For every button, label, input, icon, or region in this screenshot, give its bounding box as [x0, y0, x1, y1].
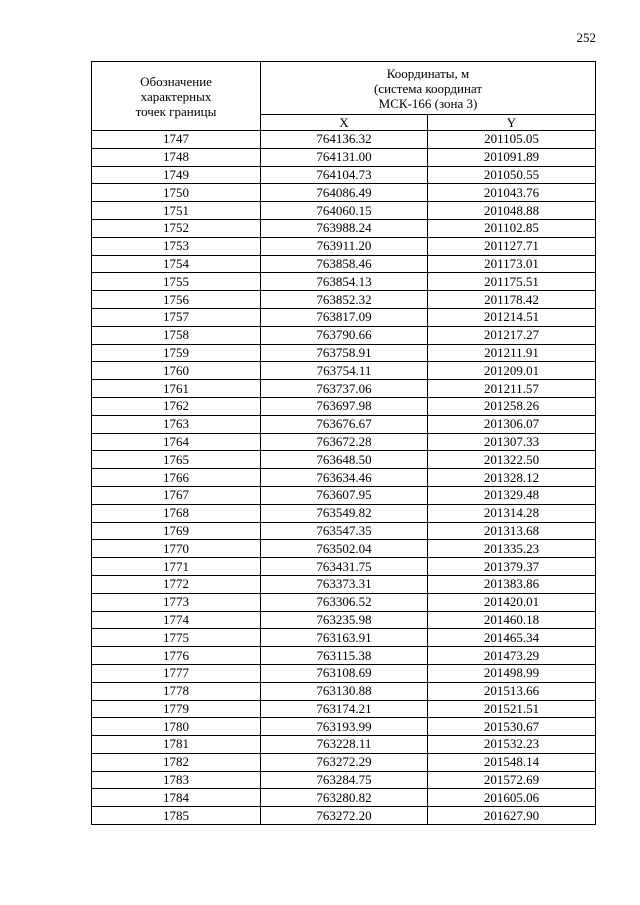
- table-row: [92, 415, 596, 433]
- x-coordinate-cell: 763115.38: [261, 647, 428, 665]
- point-cell: 1755: [92, 273, 261, 291]
- table-row: [92, 469, 596, 487]
- x-coordinate-cell: 763672.28: [261, 433, 428, 451]
- y-column-header: Y: [428, 115, 596, 131]
- x-coordinate-cell: 763817.09: [261, 308, 428, 326]
- x-coordinate-cell: 763108.69: [261, 664, 428, 682]
- table-row: [92, 682, 596, 700]
- table-row: [92, 504, 596, 522]
- table-row: [92, 629, 596, 647]
- y-coordinate-cell: 201548.14: [428, 753, 596, 771]
- point-cell: 1763: [92, 415, 261, 433]
- table-row: [92, 486, 596, 504]
- point-cell: 1747: [92, 131, 261, 149]
- point-cell: 1776: [92, 647, 261, 665]
- point-cell: 1751: [92, 202, 261, 220]
- y-coordinate-cell: 201043.76: [428, 184, 596, 202]
- point-cell: 1771: [92, 558, 261, 576]
- table-row: [92, 273, 596, 291]
- x-coordinate-cell: 763163.91: [261, 629, 428, 647]
- table-row: [92, 433, 596, 451]
- point-cell: 1778: [92, 682, 261, 700]
- point-cell: 1765: [92, 451, 261, 469]
- x-coordinate-cell: 763502.04: [261, 540, 428, 558]
- x-coordinate-cell: 763373.31: [261, 575, 428, 593]
- page-number: 252: [576, 30, 596, 45]
- y-coordinate-cell: 201048.88: [428, 202, 596, 220]
- y-coordinate-cell: 201211.91: [428, 344, 596, 362]
- x-coordinate-cell: 763854.13: [261, 273, 428, 291]
- x-coordinate-cell: 763549.82: [261, 504, 428, 522]
- point-cell: 1774: [92, 611, 261, 629]
- y-coordinate-cell: 201605.06: [428, 789, 596, 807]
- point-designation-header: Обозначение характерных точек границы: [92, 62, 261, 131]
- table-row: [92, 291, 596, 309]
- x-coordinate-cell: 763790.66: [261, 326, 428, 344]
- point-cell: 1772: [92, 575, 261, 593]
- table-row: [92, 647, 596, 665]
- x-coordinate-cell: 763737.06: [261, 380, 428, 398]
- point-cell: 1781: [92, 736, 261, 754]
- point-cell: 1769: [92, 522, 261, 540]
- y-coordinate-cell: 201473.29: [428, 647, 596, 665]
- x-coordinate-cell: 763988.24: [261, 219, 428, 237]
- y-coordinate-cell: 201322.50: [428, 451, 596, 469]
- table-row: [92, 807, 596, 825]
- x-coordinate-cell: 763911.20: [261, 237, 428, 255]
- point-cell: 1758: [92, 326, 261, 344]
- table-row: [92, 789, 596, 807]
- table-row: [92, 593, 596, 611]
- x-coordinate-cell: 763130.88: [261, 682, 428, 700]
- table-row: [92, 308, 596, 326]
- x-coordinate-cell: 763228.11: [261, 736, 428, 754]
- y-coordinate-cell: 201314.28: [428, 504, 596, 522]
- point-cell: 1779: [92, 700, 261, 718]
- point-cell: 1777: [92, 664, 261, 682]
- point-cell: 1761: [92, 380, 261, 398]
- table-row: [92, 522, 596, 540]
- point-cell: 1766: [92, 469, 261, 487]
- x-coordinate-cell: 764136.32: [261, 131, 428, 149]
- table-row: [92, 148, 596, 166]
- coordinates-table: [91, 61, 596, 825]
- x-coordinate-cell: 763648.50: [261, 451, 428, 469]
- y-coordinate-cell: 201091.89: [428, 148, 596, 166]
- point-cell: 1767: [92, 486, 261, 504]
- table-body: [92, 131, 596, 825]
- x-coordinate-cell: 763193.99: [261, 718, 428, 736]
- point-cell: 1756: [92, 291, 261, 309]
- x-coordinate-cell: 763676.67: [261, 415, 428, 433]
- table-row: [92, 255, 596, 273]
- y-coordinate-cell: 201307.33: [428, 433, 596, 451]
- table-row: [92, 184, 596, 202]
- y-coordinate-cell: 201627.90: [428, 807, 596, 825]
- point-cell: 1784: [92, 789, 261, 807]
- x-coordinate-cell: 764104.73: [261, 166, 428, 184]
- point-cell: 1775: [92, 629, 261, 647]
- point-cell: 1750: [92, 184, 261, 202]
- y-coordinate-cell: 201513.66: [428, 682, 596, 700]
- x-coordinate-cell: 763607.95: [261, 486, 428, 504]
- point-cell: 1759: [92, 344, 261, 362]
- table-row: [92, 736, 596, 754]
- table-row: [92, 237, 596, 255]
- point-cell: 1754: [92, 255, 261, 273]
- point-cell: 1748: [92, 148, 261, 166]
- table-row: [92, 718, 596, 736]
- table-row: [92, 326, 596, 344]
- table-row: [92, 558, 596, 576]
- point-cell: 1785: [92, 807, 261, 825]
- point-cell: 1749: [92, 166, 261, 184]
- y-coordinate-cell: 201383.86: [428, 575, 596, 593]
- point-cell: 1782: [92, 753, 261, 771]
- y-coordinate-cell: 201175.51: [428, 273, 596, 291]
- point-cell: 1760: [92, 362, 261, 380]
- y-coordinate-cell: 201178.42: [428, 291, 596, 309]
- x-coordinate-cell: 763306.52: [261, 593, 428, 611]
- x-coordinate-cell: 763852.32: [261, 291, 428, 309]
- x-coordinate-cell: 763284.75: [261, 771, 428, 789]
- table-row: [92, 131, 596, 149]
- point-cell: 1752: [92, 219, 261, 237]
- y-coordinate-cell: 201572.69: [428, 771, 596, 789]
- point-cell: 1764: [92, 433, 261, 451]
- table-row: [92, 611, 596, 629]
- point-cell: 1757: [92, 308, 261, 326]
- y-coordinate-cell: 201209.01: [428, 362, 596, 380]
- y-coordinate-cell: 201532.23: [428, 736, 596, 754]
- y-coordinate-cell: 201521.51: [428, 700, 596, 718]
- y-coordinate-cell: 201329.48: [428, 486, 596, 504]
- y-coordinate-cell: 201530.67: [428, 718, 596, 736]
- y-coordinate-cell: 201258.26: [428, 397, 596, 415]
- table-row: [92, 344, 596, 362]
- x-coordinate-cell: 764060.15: [261, 202, 428, 220]
- table-row: [92, 219, 596, 237]
- table-header: [92, 62, 596, 131]
- y-coordinate-cell: 201173.01: [428, 255, 596, 273]
- table-row: [92, 700, 596, 718]
- x-coordinate-cell: 763431.75: [261, 558, 428, 576]
- x-column-header: X: [261, 115, 428, 131]
- y-coordinate-cell: 201379.37: [428, 558, 596, 576]
- point-cell: 1770: [92, 540, 261, 558]
- table-row: [92, 771, 596, 789]
- y-coordinate-cell: 201465.34: [428, 629, 596, 647]
- x-coordinate-cell: 764131.00: [261, 148, 428, 166]
- y-coordinate-cell: 201420.01: [428, 593, 596, 611]
- x-coordinate-cell: 763758.91: [261, 344, 428, 362]
- x-coordinate-cell: 763280.82: [261, 789, 428, 807]
- table-row: [92, 540, 596, 558]
- point-cell: 1773: [92, 593, 261, 611]
- coordinates-header: Координаты, м (система координат МСК-166 (зона 3): [261, 62, 596, 115]
- y-coordinate-cell: 201328.12: [428, 469, 596, 487]
- y-coordinate-cell: 201335.23: [428, 540, 596, 558]
- point-cell: 1780: [92, 718, 261, 736]
- table-row: [92, 202, 596, 220]
- y-coordinate-cell: 201313.68: [428, 522, 596, 540]
- table-row: [92, 664, 596, 682]
- x-coordinate-cell: 763272.29: [261, 753, 428, 771]
- table-row: [92, 451, 596, 469]
- y-coordinate-cell: 201306.07: [428, 415, 596, 433]
- y-coordinate-cell: 201050.55: [428, 166, 596, 184]
- y-coordinate-cell: 201102.85: [428, 219, 596, 237]
- table-row: [92, 380, 596, 398]
- x-coordinate-cell: 763174.21: [261, 700, 428, 718]
- x-coordinate-cell: 763858.46: [261, 255, 428, 273]
- x-coordinate-cell: 763235.98: [261, 611, 428, 629]
- table-row: [92, 166, 596, 184]
- y-coordinate-cell: 201211.57: [428, 380, 596, 398]
- x-coordinate-cell: 763634.46: [261, 469, 428, 487]
- y-coordinate-cell: 201214.51: [428, 308, 596, 326]
- y-coordinate-cell: 201460.18: [428, 611, 596, 629]
- x-coordinate-cell: 763697.98: [261, 397, 428, 415]
- y-coordinate-cell: 201127.71: [428, 237, 596, 255]
- y-coordinate-cell: 201498.99: [428, 664, 596, 682]
- table-row: [92, 753, 596, 771]
- x-coordinate-cell: 763547.35: [261, 522, 428, 540]
- table-row: [92, 397, 596, 415]
- point-cell: 1783: [92, 771, 261, 789]
- table-row: [92, 362, 596, 380]
- x-coordinate-cell: 763272.20: [261, 807, 428, 825]
- y-coordinate-cell: 201217.27: [428, 326, 596, 344]
- y-coordinate-cell: 201105.05: [428, 131, 596, 149]
- table-row: [92, 575, 596, 593]
- point-cell: 1762: [92, 397, 261, 415]
- x-coordinate-cell: 764086.49: [261, 184, 428, 202]
- x-coordinate-cell: 763754.11: [261, 362, 428, 380]
- point-cell: 1768: [92, 504, 261, 522]
- point-cell: 1753: [92, 237, 261, 255]
